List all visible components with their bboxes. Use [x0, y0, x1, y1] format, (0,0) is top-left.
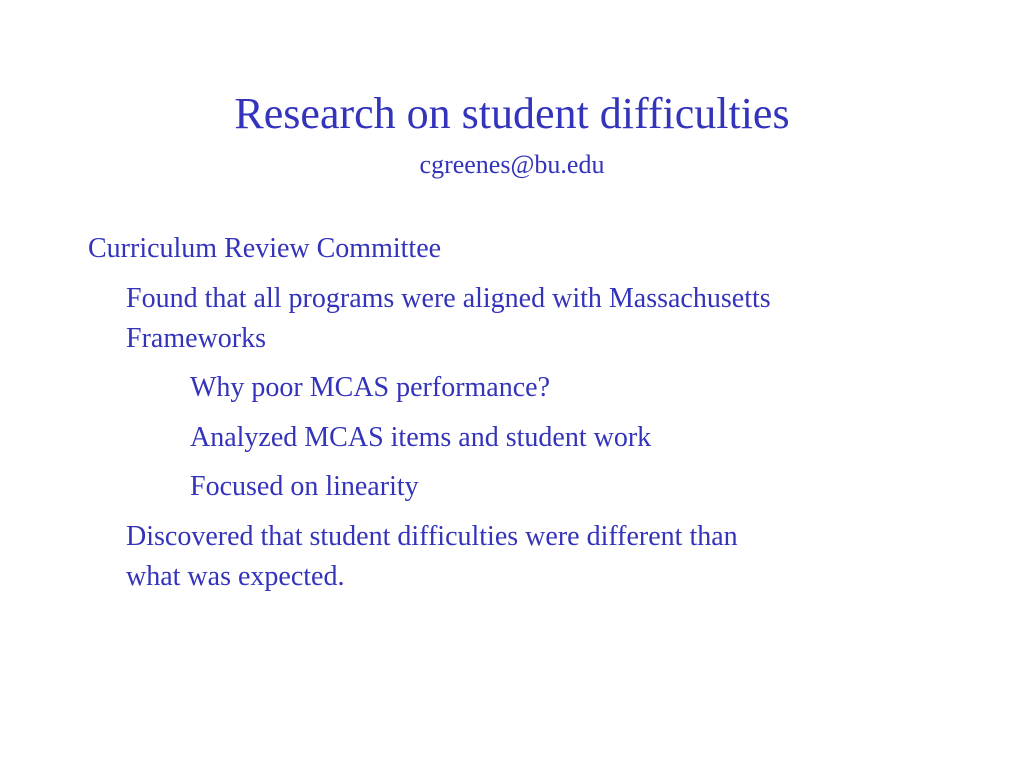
- bullet-found-programs-aligned-continued: Frameworks: [126, 323, 266, 354]
- bullet-focused-linearity: Focused on linearity: [190, 471, 419, 502]
- bullet-curriculum-review-committee: Curriculum Review Committee: [88, 233, 442, 264]
- slide-subtitle-email: cgreenes@bu.edu: [419, 150, 605, 179]
- bullet-discovered-difficulties-continued: what was expected.: [126, 561, 345, 592]
- bullet-analyzed-items: Analyzed MCAS items and student work: [190, 422, 652, 453]
- slide-title: Research on student difficulties: [234, 89, 790, 138]
- bullet-discovered-difficulties: Discovered that student difficulties were different than: [126, 521, 738, 552]
- bullet-found-programs-aligned: Found that all programs were aligned with Massachusetts: [126, 283, 771, 314]
- bullet-why-poor-performance: Why poor MCAS performance?: [190, 372, 551, 403]
